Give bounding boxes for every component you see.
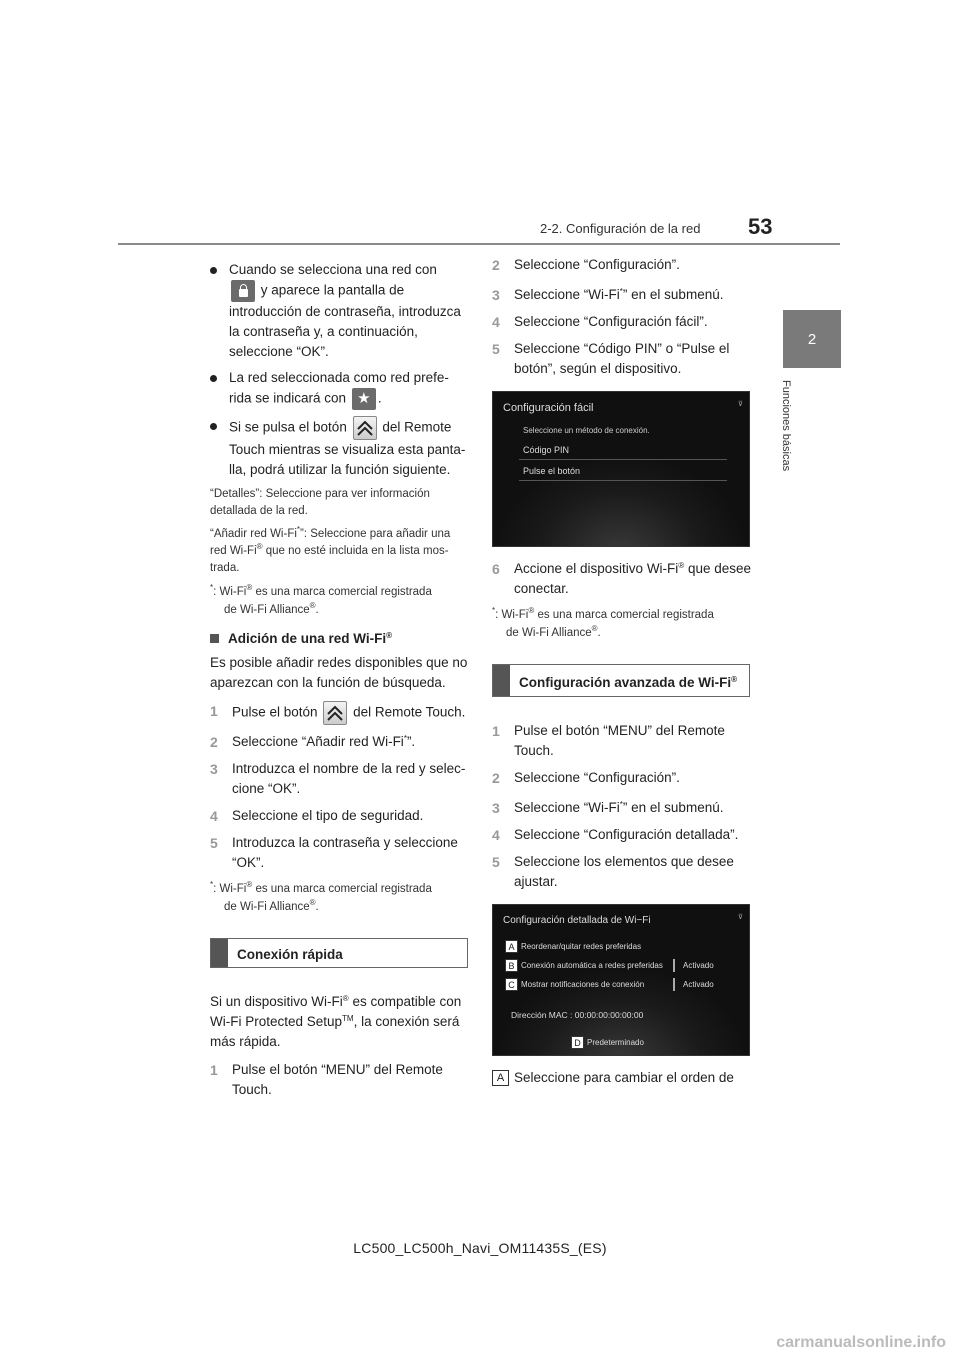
watermark: carmanualsonline.info bbox=[776, 1334, 946, 1351]
row-auto-connect[interactable]: B Conexión automática a redes preferidas Activado bbox=[505, 956, 729, 975]
options-button-icon bbox=[353, 416, 377, 440]
step-1: 1 Pulse el botón del Remote Touch. bbox=[210, 701, 468, 725]
r-step-4: 4 Seleccione “Configuración fácil”. bbox=[492, 314, 708, 330]
section-advanced-wifi: Configuración avanzada de Wi-Fi® bbox=[492, 664, 750, 697]
screen-detailed-wifi: Configuración detallada de Wi−Fi ⊽ A Reordenar/quitar redes preferidas B Conexión automática a redes preferidas Activado C Mostrar notificaciones de conexión Activado Dirección MAC : 00:00:00:00:00:00 D Predeterminado bbox=[492, 904, 750, 1056]
detail-add-network: “Añadir red Wi-Fi*”: Seleccione para añadir una red Wi-Fi® que no esté incluida en la lista mos-trada. bbox=[210, 525, 451, 574]
intro-paragraph: Es posible añadir redes disponibles que no aparezcan con la función de búsqueda. bbox=[210, 655, 468, 690]
page-number: 53 bbox=[748, 214, 773, 239]
footnote-wifi-2: *: Wi-Fi® es una marca comercial registrada de Wi-Fi Alliance®. bbox=[210, 880, 432, 913]
left-column bbox=[210, 260, 468, 1107]
section-quick-connection: Conexión rápida bbox=[210, 938, 468, 968]
document-code: LC500_LC500h_Navi_OM11435S_(ES) bbox=[353, 1240, 607, 1256]
bullet-preferred-network: La red seleccionada como red prefe-rida se indicará con ★ . bbox=[210, 368, 468, 410]
legend-a: A Seleccione para cambiar el orden de bbox=[492, 1068, 752, 1088]
adv-step-3: 3 Seleccione “Wi-Fi*” en el submenú. bbox=[492, 800, 724, 816]
chapter-tab: 2 bbox=[783, 310, 841, 368]
signal-icon: ⊽ bbox=[737, 401, 743, 408]
r-step-3: 3 Seleccione “Wi-Fi*” en el submenú. bbox=[492, 287, 724, 303]
star-icon: ★ bbox=[352, 388, 376, 410]
adv-step-1: 1 Pulse el botón “MENU” del Remote Touch. bbox=[492, 723, 725, 758]
row-notifications[interactable]: C Mostrar notificaciones de conexión Activado bbox=[505, 975, 729, 994]
right-column bbox=[492, 255, 752, 1096]
bullet-remote-touch: Si se pulsa el botón del Remote Touch mientras se visualiza esta panta-lla, podrá utilizar la función siguiente. bbox=[210, 416, 468, 480]
step-3: 3 Introduzca el nombre de la red y selec-cione “OK”. bbox=[210, 761, 466, 796]
step-5: 5 Introduzca la contraseña y seleccione “OK”. bbox=[210, 835, 458, 870]
option-push-button[interactable]: Pulse el botón bbox=[519, 461, 727, 481]
default-button[interactable]: D Predeterminado bbox=[571, 1033, 644, 1053]
subheading-add-network: Adición de una red Wi-Fi® bbox=[210, 629, 468, 649]
lock-icon bbox=[231, 280, 255, 302]
row-reorder-networks[interactable]: A Reordenar/quitar redes preferidas bbox=[505, 937, 729, 956]
option-pin-code[interactable]: Código PIN bbox=[519, 440, 727, 460]
r-step-6: 6 Accione el dispositivo Wi-Fi® que desee conectar. bbox=[492, 561, 752, 596]
options-button-icon bbox=[323, 701, 347, 725]
quick-paragraph: Si un dispositivo Wi-Fi® es compatible con Wi-Fi Protected Setup™, la conexión será más rápida. bbox=[210, 994, 462, 1049]
bullet-locked-network: Cuando se selecciona una red con y aparece la pantalla de introducción de contraseña, introduzca la contraseña y, a continuación, seleccione “OK”. bbox=[210, 260, 468, 362]
footnote-wifi-3: *: Wi-Fi® es una marca comercial registrada de Wi-Fi Alliance®. bbox=[492, 606, 714, 639]
r-step-5: 5 Seleccione “Código PIN” o “Pulse el botón”, según el dispositivo. bbox=[492, 341, 730, 376]
step-2: 2 Seleccione “Añadir red Wi-Fi*”. bbox=[210, 734, 416, 750]
adv-step-4: 4 Seleccione “Configuración detallada”. bbox=[492, 827, 739, 843]
signal-icon: ⊽ bbox=[737, 914, 743, 921]
r-step-2: 2 Seleccione “Configuración”. bbox=[492, 257, 680, 273]
footnote-wifi-1: *: Wi-Fi® es una marca comercial registrada de Wi-Fi Alliance®. bbox=[210, 583, 432, 616]
quick-step-1: 1 Pulse el botón “MENU” del Remote Touch. bbox=[210, 1062, 443, 1097]
adv-step-2: 2 Seleccione “Configuración”. bbox=[492, 770, 680, 786]
adv-step-5: 5 Seleccione los elementos que desee ajustar. bbox=[492, 854, 734, 889]
detail-details: “Detalles”: Seleccione para ver información detallada de la red. bbox=[210, 488, 430, 517]
screen-easy-setup: Configuración fácil ⊽ Seleccione un método de conexión. Código PIN Pulse el botón bbox=[492, 391, 750, 547]
step-4: 4 Seleccione el tipo de seguridad. bbox=[210, 808, 424, 824]
mac-address: Dirección MAC : 00:00:00:00:00:00 bbox=[511, 1010, 644, 1020]
header-divider bbox=[118, 243, 840, 245]
section-title: 2-2. Configuración de la red bbox=[540, 221, 701, 236]
chapter-label: Funciones básicas bbox=[780, 380, 792, 472]
